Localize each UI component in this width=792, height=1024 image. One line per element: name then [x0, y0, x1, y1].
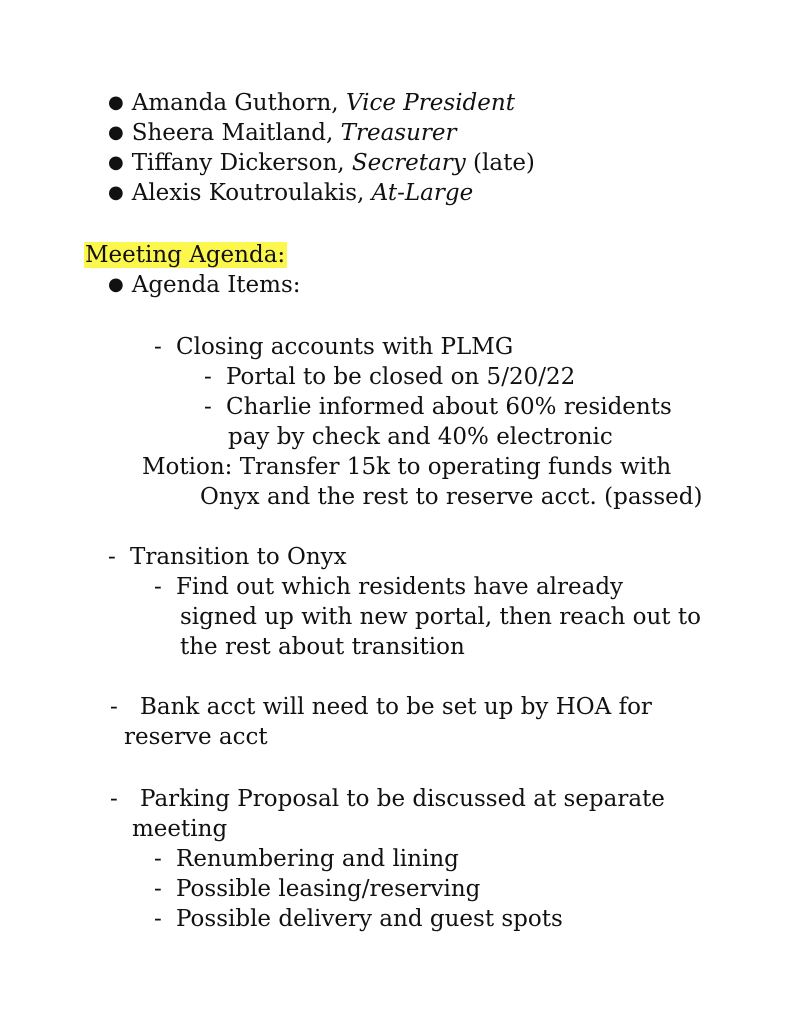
- subitem-find: [154, 572, 623, 602]
- subitem-charlie: [204, 392, 672, 422]
- motion-text-cont: Onyx and the rest to reserve acct. (passed): [200, 484, 703, 510]
- agenda-item-bank-cont: reserve acct: [124, 724, 268, 750]
- officer-item: [108, 88, 515, 120]
- officer-role: Secretary: [351, 150, 466, 176]
- officer-name: Amanda Guthorn,: [131, 90, 339, 116]
- subitem-text: Charlie informed about 60% residents: [226, 394, 672, 420]
- subitem-text: Renumbering and lining: [176, 846, 459, 872]
- agenda-item-text: Parking Proposal to be discussed at separate: [140, 786, 665, 812]
- officer-name: Alexis Koutroulakis,: [131, 180, 365, 206]
- officer-item: [108, 178, 473, 210]
- agenda-heading: [84, 240, 287, 270]
- bullet-icon: ●: [108, 274, 124, 295]
- subitem-text: Possible delivery and guest spots: [176, 906, 563, 932]
- subitem-portal: [204, 362, 575, 392]
- agenda-item-text: Transition to Onyx: [130, 544, 347, 570]
- dash-marker: -: [154, 906, 162, 932]
- dash-marker: -: [204, 364, 212, 390]
- dash-marker: -: [108, 544, 116, 570]
- officer-name: Sheera Maitland,: [131, 120, 334, 146]
- agenda-items-text: Agenda Items:: [131, 272, 301, 298]
- dash-marker: -: [110, 694, 118, 720]
- agenda-item-transition: [108, 542, 347, 572]
- subitem-renumber: [154, 844, 459, 874]
- agenda-item-parking-cont: meeting: [132, 816, 228, 842]
- dash-marker: -: [110, 786, 118, 812]
- agenda-item-text: Bank acct will need to be set up by HOA for: [140, 694, 652, 720]
- officer-role: At-Large: [371, 180, 474, 206]
- agenda-item-parking: [110, 784, 665, 814]
- subitem-find-cont: signed up with new portal, then reach out to: [180, 604, 701, 630]
- subitem-find-cont: the rest about transition: [180, 634, 465, 660]
- agenda-item-bank: [110, 692, 652, 722]
- officer-note: (late): [465, 150, 535, 176]
- agenda-heading-text: Meeting Agenda:: [85, 242, 286, 268]
- agenda-items-label: [108, 270, 301, 302]
- officer-item: [108, 118, 457, 150]
- subitem-text: Possible leasing/reserving: [176, 876, 481, 902]
- bullet-icon: ●: [108, 92, 124, 113]
- dash-marker: -: [154, 574, 162, 600]
- officer-role: Vice President: [345, 90, 515, 116]
- subitem-charlie-cont: pay by check and 40% electronic: [228, 424, 613, 450]
- motion-text: Motion: Transfer 15k to operating funds with: [142, 454, 672, 480]
- bullet-icon: ●: [108, 152, 124, 173]
- bullet-icon: ●: [108, 122, 124, 143]
- subitem-leasing: [154, 874, 480, 904]
- subitem-text: Portal to be closed on 5/20/22: [226, 364, 576, 390]
- officer-item: [108, 148, 535, 180]
- dash-marker: -: [154, 846, 162, 872]
- officer-name: Tiffany Dickerson,: [131, 150, 345, 176]
- dash-marker: -: [204, 394, 212, 420]
- subitem-delivery: [154, 904, 563, 934]
- agenda-item-text: Closing accounts with PLMG: [176, 334, 514, 360]
- subitem-text: Find out which residents have already: [176, 574, 624, 600]
- agenda-item-closing: [154, 332, 513, 362]
- dash-marker: -: [154, 876, 162, 902]
- bullet-icon: ●: [108, 182, 124, 203]
- officer-role: Treasurer: [340, 120, 457, 146]
- dash-marker: -: [154, 334, 162, 360]
